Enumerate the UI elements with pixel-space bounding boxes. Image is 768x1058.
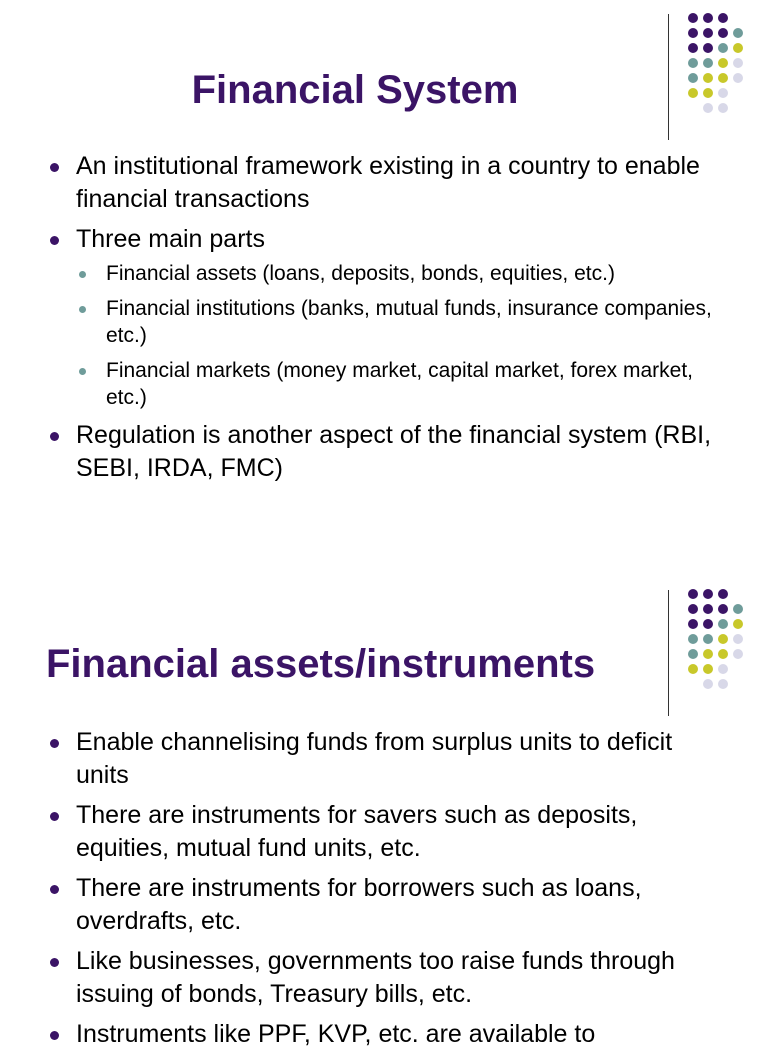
decorative-divider-line <box>668 590 669 716</box>
slide-title: Financial assets/instruments <box>46 642 596 686</box>
decorative-dot <box>688 43 698 53</box>
sub-bullet-item: Financial assets (loans, deposits, bonds, equities, etc.) <box>76 260 726 287</box>
decorative-dot <box>733 604 743 614</box>
bullet-text: Regulation is another aspect of the financial system (RBI, SEBI, IRDA, FMC) <box>76 421 712 482</box>
decorative-dot <box>718 619 728 629</box>
bullet-item <box>46 419 726 485</box>
decorative-dot <box>703 589 713 599</box>
decorative-dot <box>718 28 728 38</box>
decorative-dot <box>703 649 713 659</box>
bullet-item: Enable channelising funds from surplus units to deficit units <box>46 726 726 792</box>
decorative-dot <box>688 634 698 644</box>
sub-bullet-list <box>76 260 726 411</box>
decorative-dot <box>718 664 728 674</box>
decorative-dot <box>688 589 698 599</box>
bullet-item: Instruments like PPF, KVP, etc. are available to <box>46 1018 726 1051</box>
decorative-dot <box>688 619 698 629</box>
decorative-dot <box>718 103 728 113</box>
sub-bullet-item: Financial markets (money market, capital market, forex market, etc.) <box>76 357 726 411</box>
slide-title: Financial System <box>191 68 519 112</box>
decorative-dot <box>688 664 698 674</box>
bullet-item <box>46 150 726 216</box>
decorative-dot <box>718 58 728 68</box>
decorative-dot <box>718 43 728 53</box>
bullet-list <box>46 150 726 492</box>
decorative-dot <box>703 664 713 674</box>
decorative-dot <box>688 604 698 614</box>
decorative-dot <box>703 604 713 614</box>
decorative-dot <box>718 589 728 599</box>
decorative-dot <box>718 679 728 689</box>
decorative-dot <box>733 73 743 83</box>
decorative-dot <box>733 28 743 38</box>
decorative-dot <box>703 43 713 53</box>
bullet-text: Three main parts <box>76 225 265 253</box>
decorative-dot <box>703 634 713 644</box>
bullet-text: An institutional framework existing in a country to enable financial transactions <box>76 152 700 213</box>
decorative-dot <box>733 58 743 68</box>
decorative-dot <box>718 649 728 659</box>
decorative-dot <box>688 58 698 68</box>
decorative-dot <box>733 43 743 53</box>
decorative-dot <box>703 679 713 689</box>
decorative-dot <box>718 13 728 23</box>
bullet-item <box>46 223 726 411</box>
decorative-dot <box>733 634 743 644</box>
bullet-item: There are instruments for savers such as deposits, equities, mutual fund units, etc. <box>46 799 726 865</box>
slide-financial-assets <box>0 576 768 1048</box>
decorative-dot <box>718 73 728 83</box>
bullet-item: There are instruments for borrowers such as loans, overdrafts, etc. <box>46 872 726 938</box>
decorative-dot <box>703 28 713 38</box>
decorative-dot <box>718 634 728 644</box>
decorative-dot <box>718 88 728 98</box>
decorative-dot <box>733 649 743 659</box>
decorative-dot <box>688 13 698 23</box>
decorative-dot <box>703 13 713 23</box>
decorative-dot <box>688 28 698 38</box>
decorative-dot <box>733 619 743 629</box>
bullet-list <box>46 726 726 1058</box>
decorative-dot <box>688 649 698 659</box>
decorative-dot <box>703 58 713 68</box>
decorative-dot <box>718 604 728 614</box>
decorative-dot <box>703 619 713 629</box>
bullet-item: Like businesses, governments too raise funds through issuing of bonds, Treasury bills, etc. <box>46 945 726 1011</box>
sub-bullet-item: Financial institutions (banks, mutual funds, insurance companies, etc.) <box>76 295 726 349</box>
